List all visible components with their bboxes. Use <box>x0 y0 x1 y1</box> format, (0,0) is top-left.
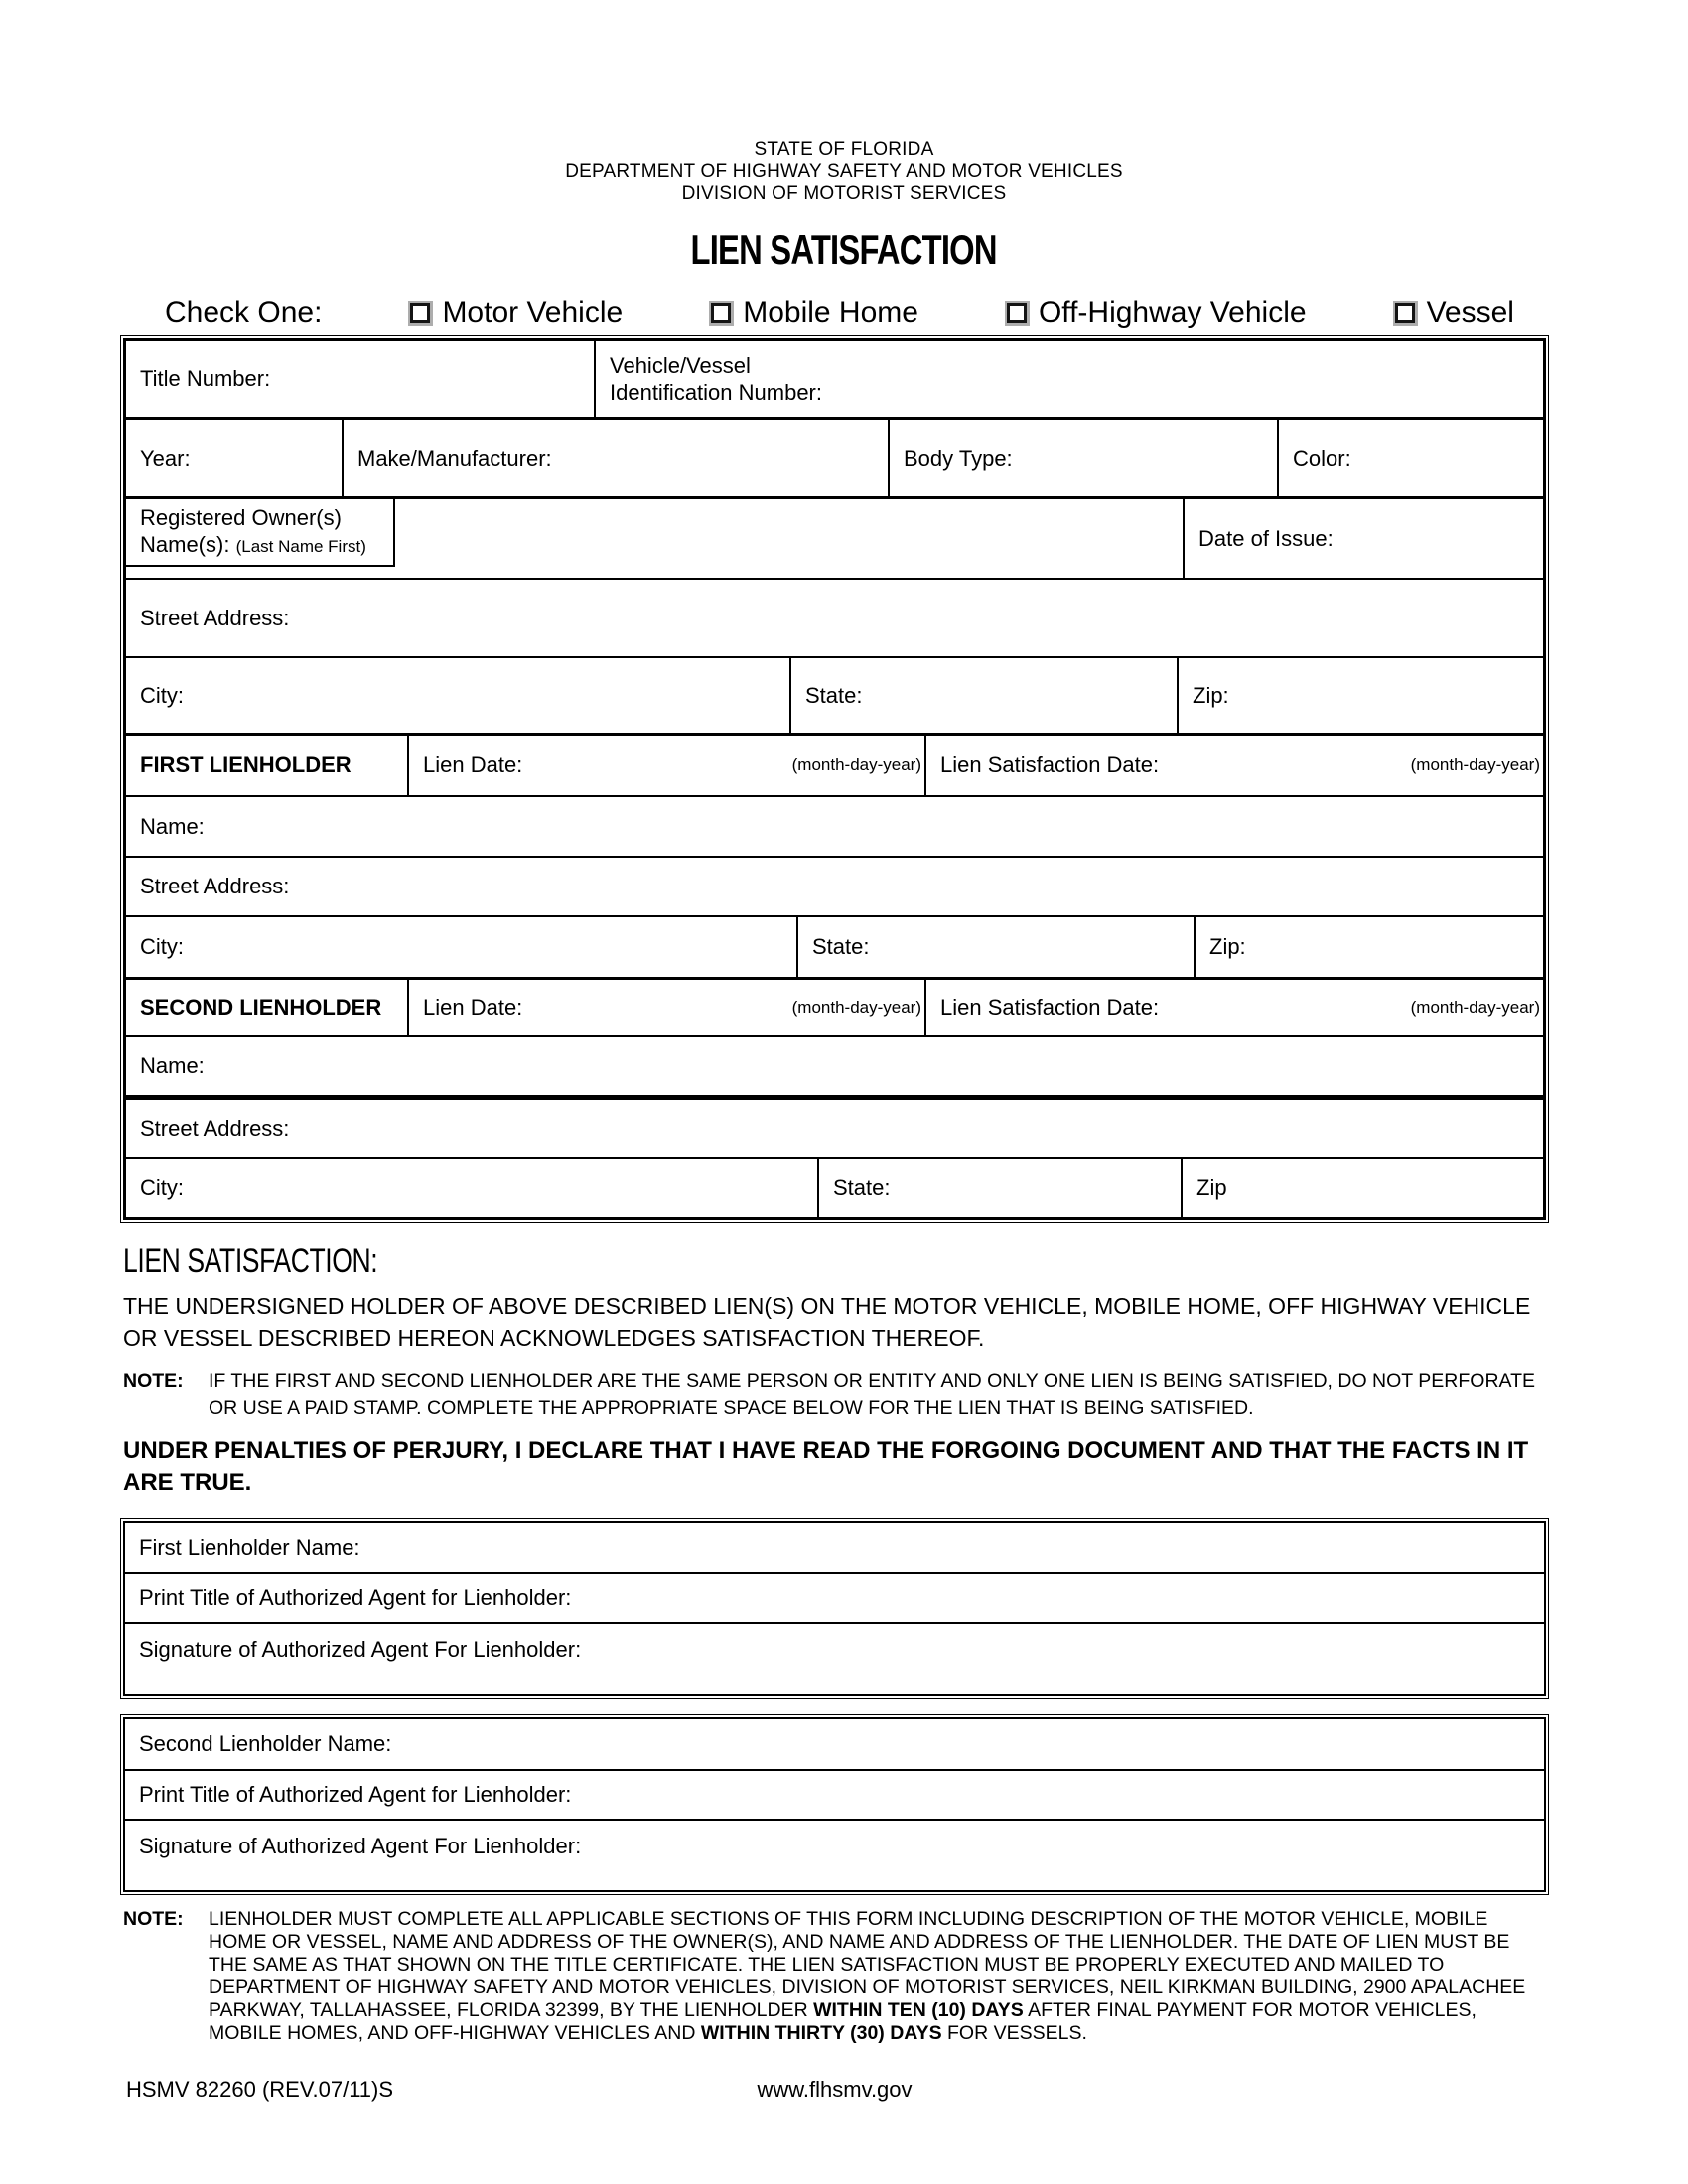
table-row-first-lienholder-city-state-zip <box>126 915 1543 977</box>
second-lienholder-state-label: State: <box>833 1174 891 1200</box>
second-lienholder-street-label: Street Address: <box>140 1115 290 1141</box>
off-highway-vehicle-label: Off-Highway Vehicle <box>1038 296 1307 329</box>
title-number-label: Title Number: <box>140 365 271 391</box>
second-lienholder-zip-label: Zip <box>1196 1174 1227 1200</box>
vehicle-info-table <box>123 338 1546 1220</box>
mailing-instructions-note <box>123 1908 1546 2045</box>
first-lienholder-print-title-label: Print Title of Authorized Agent for Lienholder: <box>139 1585 572 1610</box>
table-row-second-lienholder-city-state-zip <box>126 1157 1543 1217</box>
checkbox-option-off-highway-vehicle[interactable] <box>1005 296 1307 330</box>
website-text: www.flhsmv.gov <box>757 2077 913 2102</box>
body-type-label: Body Type: <box>904 445 1013 471</box>
year-field[interactable] <box>126 420 344 496</box>
second-lienholder-signature-box <box>123 1717 1546 1892</box>
first-lienholder-signature-box <box>123 1521 1546 1696</box>
table-row-first-lienholder-name <box>126 795 1543 856</box>
first-lien-satisfaction-date-format: (month-day-year) <box>1410 755 1540 774</box>
first-lienholder-print-title-field[interactable] <box>125 1572 1544 1622</box>
agency-header <box>0 139 1688 205</box>
table-row-second-lienholder-name <box>126 1035 1543 1095</box>
page-footer <box>123 2077 1546 2105</box>
checkbox-option-vessel[interactable] <box>1393 296 1514 330</box>
first-lienholder-zip-label: Zip: <box>1209 934 1246 959</box>
first-lien-satisfaction-date-field[interactable] <box>926 736 1543 795</box>
perforation-note <box>123 1368 1546 1422</box>
department-line: DEPARTMENT OF HIGHWAY SAFETY AND MOTOR VEHICLES <box>565 161 1123 182</box>
first-lien-date-field[interactable] <box>409 736 926 795</box>
second-lienholder-name-label: Name: <box>140 1053 205 1078</box>
table-row-owner-city-state-zip <box>126 656 1543 733</box>
color-field[interactable] <box>1279 420 1543 496</box>
second-lienholder-city-field[interactable] <box>126 1159 819 1217</box>
owner-state-field[interactable] <box>791 658 1179 733</box>
second-lien-date-label: Lien Date: <box>423 995 523 1020</box>
make-field[interactable] <box>344 420 890 496</box>
owner-state-label: State: <box>805 682 863 708</box>
owner-zip-field[interactable] <box>1179 658 1543 733</box>
owner-street-address-field[interactable] <box>126 580 1543 656</box>
body-type-field[interactable] <box>890 420 1279 496</box>
second-lienholder-name-field[interactable] <box>126 1037 1543 1095</box>
first-lienholder-street-label: Street Address: <box>140 874 290 898</box>
registered-owner-line1: Registered Owner(s) <box>140 505 342 530</box>
second-lienholder-print-title-label: Print Title of Authorized Agent for Lienholder: <box>139 1782 572 1807</box>
mobile-home-checkbox-icon[interactable] <box>709 301 734 326</box>
vin-label: Vehicle/Vessel Identification Number: <box>610 352 822 405</box>
second-lienholder-signature-field[interactable] <box>125 1819 1544 1890</box>
owner-zip-label: Zip: <box>1193 682 1229 708</box>
first-lien-date-label: Lien Date: <box>423 752 523 777</box>
table-row-year-make-body-color <box>126 417 1543 496</box>
table-row-first-lienholder-header <box>126 733 1543 795</box>
year-label: Year: <box>140 445 191 471</box>
note-label: NOTE: <box>123 1370 184 1392</box>
make-label: Make/Manufacturer: <box>357 445 552 471</box>
first-lienholder-signature-name-label: First Lienholder Name: <box>139 1535 360 1560</box>
first-lienholder-signature-label: Signature of Authorized Agent For Lienholder: <box>139 1637 582 1662</box>
lien-satisfaction-statement: THE UNDERSIGNED HOLDER OF ABOVE DESCRIBED LIEN(S) ON THE MOTOR VEHICLE, MOBILE HOME, OFF HIGHWAY VEHICLE OR VESSEL DESCRIBED HEREON ACKNOWLEDGES SATISFACTION THEREOF. <box>123 1294 1531 1351</box>
registered-owner-name-field[interactable] <box>395 499 1185 578</box>
first-lienholder-state-field[interactable] <box>798 917 1196 977</box>
vessel-label: Vessel <box>1426 296 1514 329</box>
second-lien-satisfaction-date-format: (month-day-year) <box>1410 998 1540 1017</box>
table-row-registered-owner <box>126 496 1543 578</box>
motor-vehicle-label: Motor Vehicle <box>442 296 624 329</box>
bottom-note-text: LIENHOLDER MUST COMPLETE ALL APPLICABLE SECTIONS OF THIS FORM INCLUDING DESCRIPTION OF THE MOTOR VEHICLE, MOBILE HOME OR VESSEL, NAME AND ADDRESS OF THE OWNER(S), AND NAME AND ADDRESS OF THE LIENHOLDER. THE DATE OF LIEN MUST BE THE SAME AS THAT SHOWN ON THE TITLE CERTIFICATE. THE LIEN SATISFACTION MUST BE PROPERLY EXECUTED AND MAILED TO DEPARTMENT OF HIGHWAY SAFETY AND MOTOR VEHICLES, DIVISION OF MOTORIST SERVICES, NEIL KIRKMAN BUILDING, 2900 APALACHEE PARKWAY, TALLAHASSEE, FLORIDA 32399, BY THE LIENHOLDER WITHIN TEN (10) DAYS AFTER FINAL PAYMENT FOR MOTOR VEHICLES, MOBILE HOMES, AND OFF-HIGHWAY VEHICLES AND WITHIN THIRTY (30) DAYS FOR VESSELS. <box>209 1908 1526 2044</box>
registered-owner-label-box <box>126 499 395 567</box>
form-number: HSMV 82260 (REV.07/11)S <box>126 2077 394 2102</box>
second-lienholder-header: SECOND LIENHOLDER <box>126 980 409 1035</box>
first-lien-date-format: (month-day-year) <box>791 755 921 774</box>
owner-street-address-label: Street Address: <box>140 605 290 630</box>
first-lienholder-name-field[interactable] <box>126 797 1543 856</box>
first-lienholder-signature-name-field[interactable] <box>125 1523 1544 1572</box>
table-row-second-lienholder-header <box>126 977 1543 1035</box>
lien-satisfaction-heading: LIEN SATISFACTION: <box>123 1242 378 1280</box>
second-lienholder-city-label: City: <box>140 1174 184 1200</box>
table-row-first-lienholder-street <box>126 856 1543 915</box>
second-lienholder-zip-field[interactable] <box>1183 1159 1543 1217</box>
registered-owner-hint: (Last Name First) <box>235 537 366 556</box>
second-lienholder-print-title-field[interactable] <box>125 1769 1544 1819</box>
table-row-owner-street <box>126 578 1543 656</box>
mobile-home-label: Mobile Home <box>743 296 918 329</box>
vessel-checkbox-icon[interactable] <box>1393 301 1418 326</box>
first-lienholder-name-label: Name: <box>140 813 205 839</box>
first-lienholder-street-field[interactable] <box>126 858 1543 915</box>
owner-city-field[interactable] <box>126 658 791 733</box>
second-lienholder-street-field[interactable] <box>126 1100 1543 1157</box>
table-row-title-vin <box>126 341 1543 417</box>
first-lienholder-city-label: City: <box>140 934 184 959</box>
second-lien-satisfaction-date-label: Lien Satisfaction Date: <box>940 995 1160 1020</box>
motor-vehicle-checkbox-icon[interactable] <box>408 301 433 326</box>
second-lien-date-format: (month-day-year) <box>791 998 921 1017</box>
second-lien-date-field[interactable] <box>409 980 926 1035</box>
vin-field[interactable] <box>596 341 1543 417</box>
registered-owner-name-label: Name(s): <box>140 532 230 557</box>
check-one-row <box>165 296 1514 330</box>
checkbox-option-motor-vehicle[interactable] <box>408 296 623 330</box>
within-ten-days-text: WITHIN TEN (10) DAYS <box>813 1999 1024 2021</box>
color-label: Color: <box>1293 445 1351 471</box>
owner-city-label: City: <box>140 682 184 708</box>
date-of-issue-label: Date of Issue: <box>1198 525 1334 551</box>
first-lienholder-signature-field[interactable] <box>125 1622 1544 1694</box>
division-line: DIVISION OF MOTORIST SERVICES <box>681 183 1007 204</box>
second-lienholder-signature-label: Signature of Authorized Agent For Lienholder: <box>139 1834 582 1858</box>
second-lien-satisfaction-date-field[interactable] <box>926 980 1543 1035</box>
title-number-field[interactable] <box>126 341 596 417</box>
second-lienholder-signature-name-label: Second Lienholder Name: <box>139 1731 392 1756</box>
first-lienholder-header: FIRST LIENHOLDER <box>126 736 409 795</box>
date-of-issue-field[interactable] <box>1185 499 1543 578</box>
page-title: LIEN SATISFACTION <box>690 226 998 273</box>
first-lienholder-city-field[interactable] <box>126 917 798 977</box>
bottom-note-label: NOTE: <box>123 1908 184 1930</box>
state-line: STATE OF FLORIDA <box>754 139 934 160</box>
table-row-second-lienholder-street <box>126 1095 1543 1157</box>
first-lien-satisfaction-date-label: Lien Satisfaction Date: <box>940 752 1160 777</box>
second-lienholder-signature-name-field[interactable] <box>125 1719 1544 1769</box>
within-thirty-days-text: WITHIN THIRTY (30) DAYS <box>700 2022 942 2044</box>
perjury-statement: UNDER PENALTIES OF PERJURY, I DECLARE THAT I HAVE READ THE FORGOING DOCUMENT AND THAT THE FACTS IN IT ARE TRUE. <box>123 1437 1529 1496</box>
checkbox-option-mobile-home[interactable] <box>709 296 918 330</box>
first-lienholder-zip-field[interactable] <box>1196 917 1543 977</box>
first-lienholder-state-label: State: <box>812 934 870 959</box>
off-highway-vehicle-checkbox-icon[interactable] <box>1005 301 1030 326</box>
second-lienholder-state-field[interactable] <box>819 1159 1183 1217</box>
note-text: IF THE FIRST AND SECOND LIENHOLDER ARE THE SAME PERSON OR ENTITY AND ONLY ONE LIEN IS BEING SATISFIED, DO NOT PERFORATE OR USE A PAID STAMP. COMPLETE THE APPROPRIATE SPACE BELOW FOR THE LIEN THAT IS BEING SATISFIED. <box>209 1370 1536 1419</box>
check-one-label: Check One: <box>165 296 323 329</box>
